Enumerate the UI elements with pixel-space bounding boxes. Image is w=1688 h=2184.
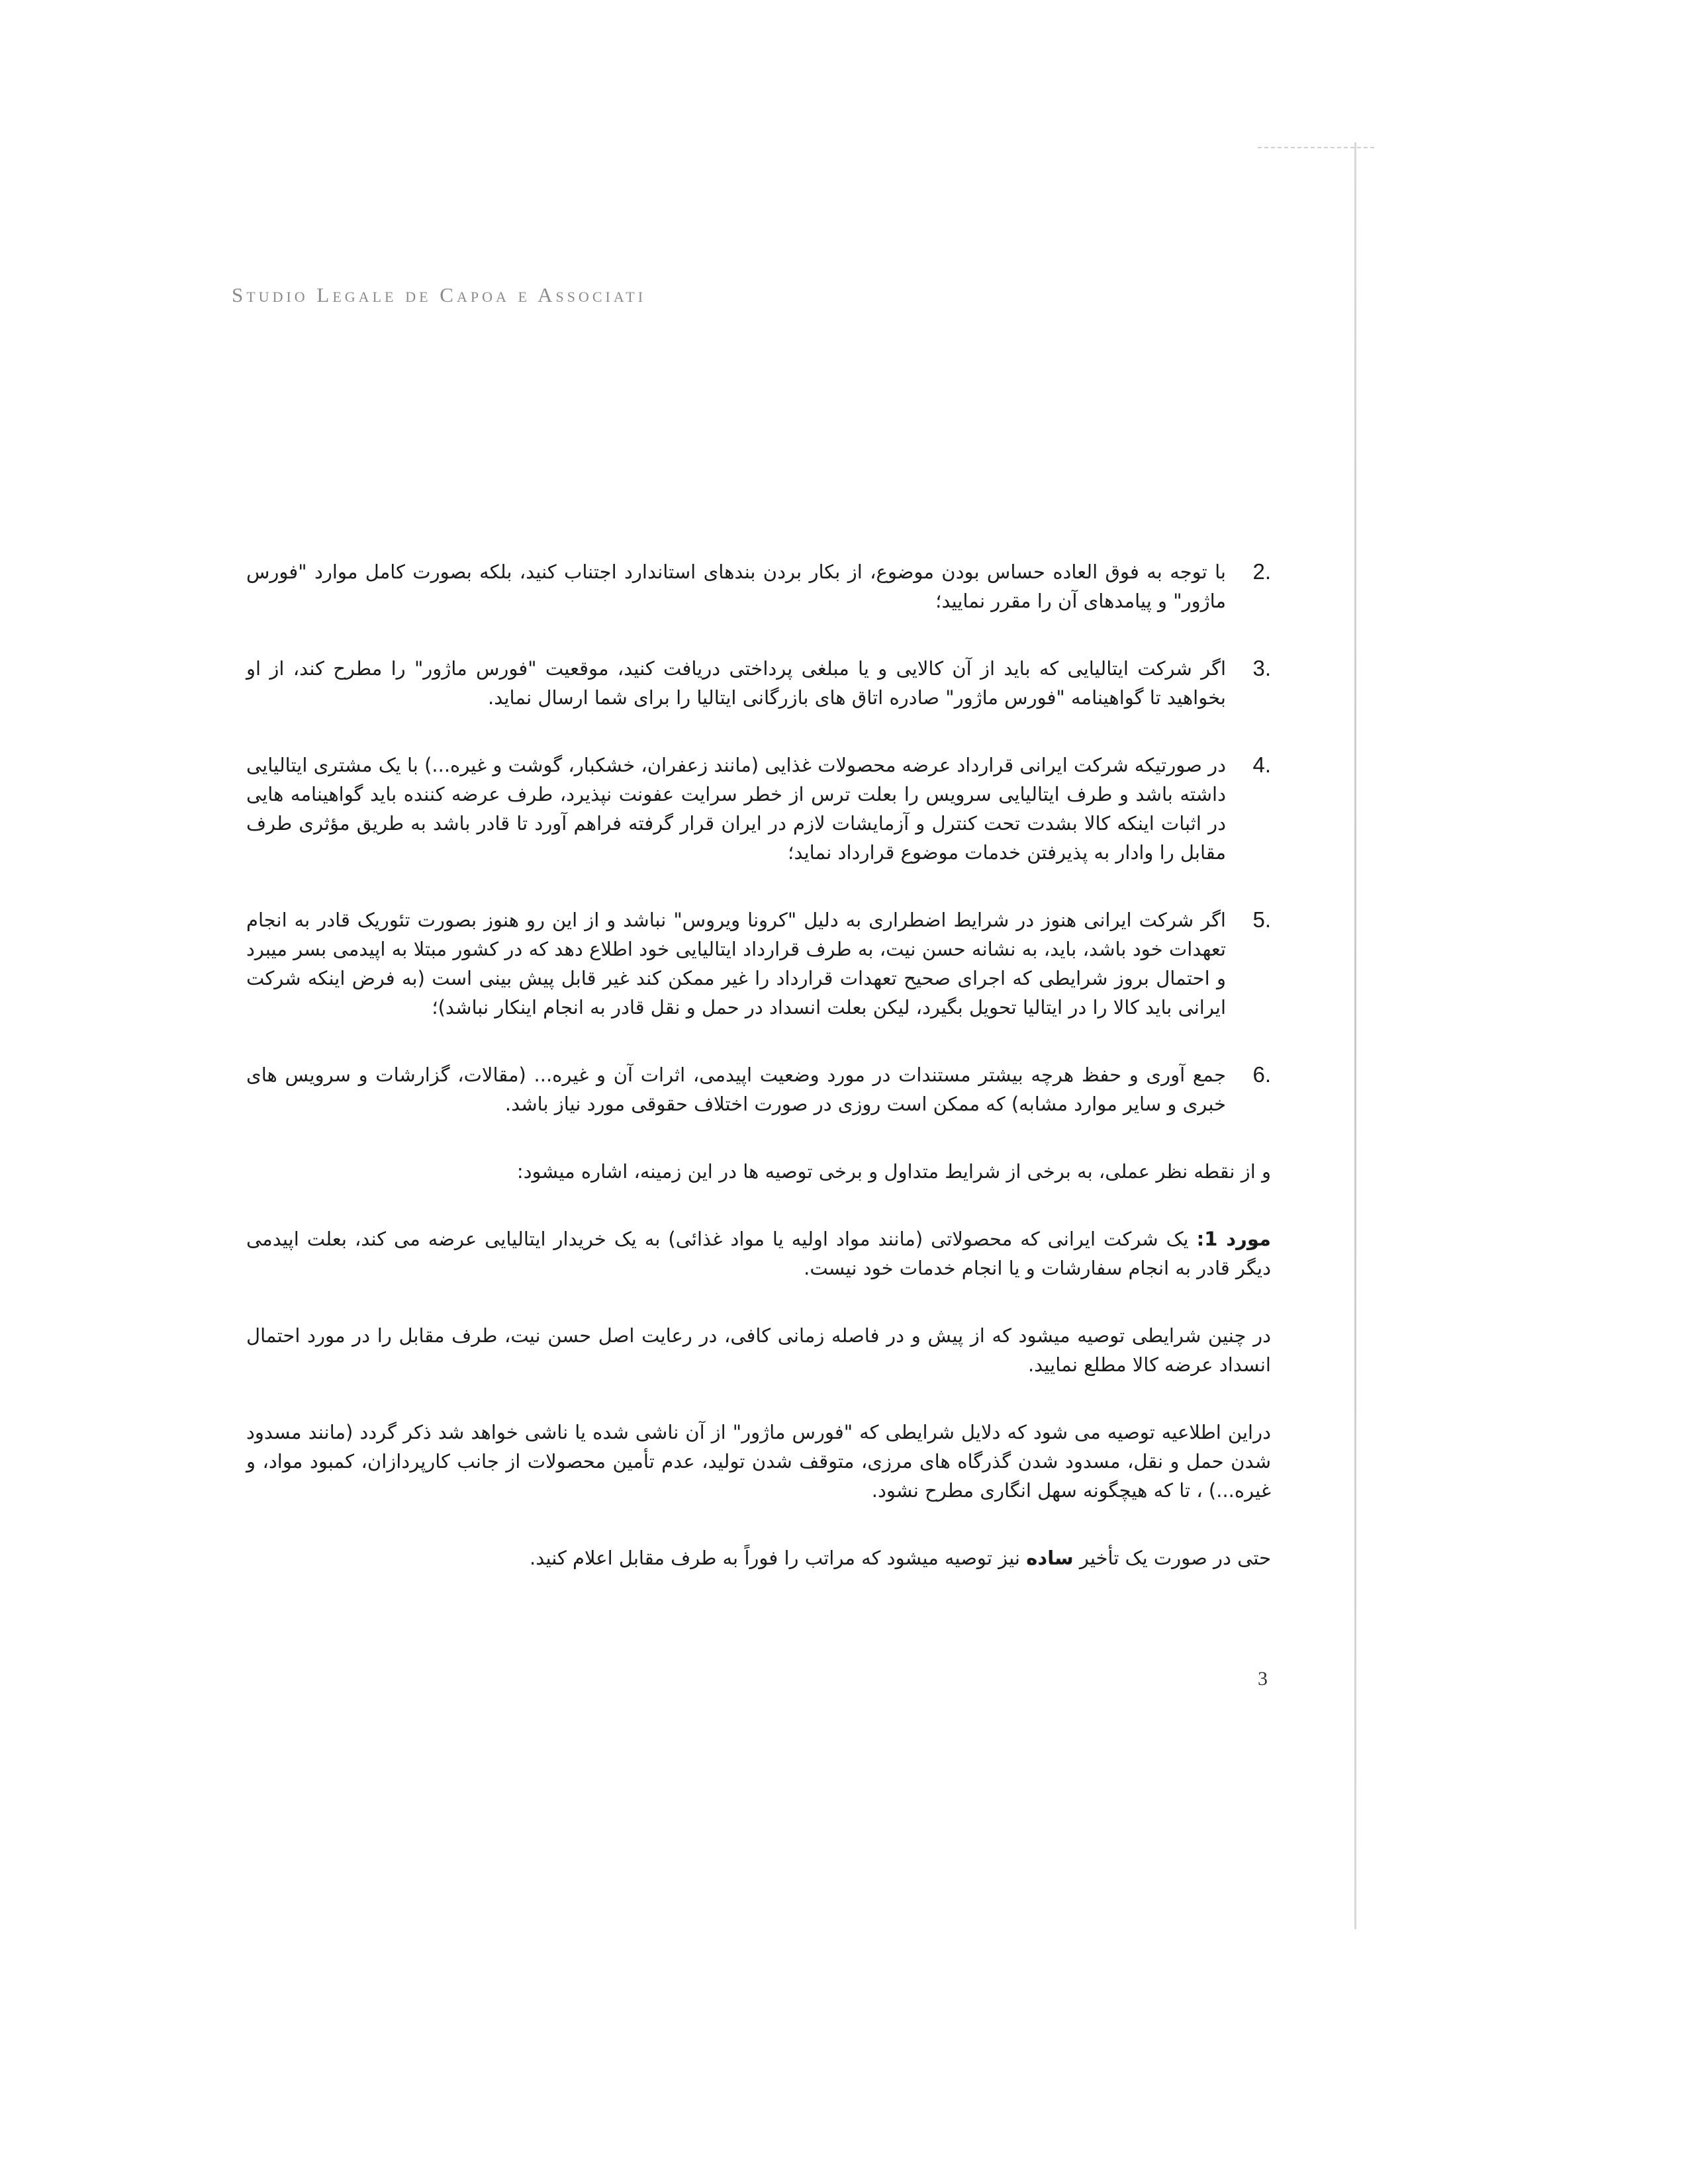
item-text: اگر شرکت ایتالیایی که باید از آن کالایی و یا مبلغی پرداختی دریافت کنید، موقعیت "فورس ماژور" را مطرح کند، از او بخواهید تا گواهینامه "فورس ماژور" صادره اتاق های بازرگانی ایتالیا را برای شما ارسال نماید. xyxy=(246,657,1226,709)
item-number: 2. xyxy=(1252,559,1271,584)
case-1-text: یک شرکت ایرانی که محصولاتی (مانند مواد اولیه یا مواد غذائی) به یک خریدار ایتالیایی عرضه می کند، بعلت اپیدمی دیگر قادر به انجام سفارشات و یا انجام خدمات خود نیست. xyxy=(246,1228,1271,1279)
delay-text-bold: ساده xyxy=(1026,1547,1074,1569)
item-text: جمع آوری و حفظ هرچه بیشتر مستندات در مورد وضعیت اپیدمی، اثرات آن و غیره... (مقالات، گزارشات و سرویس های خبری و سایر موارد مشابه) که ممکن است روزی در صورت اختلاف حقوقی مورد نیاز باشد. xyxy=(246,1064,1226,1115)
case-1-label: مورد 1: xyxy=(1196,1228,1271,1250)
item-text: اگر شرکت ایرانی هنوز در شرایط اضطراری به دلیل "کرونا ویروس" نباشد و از این رو هنوز بصورت تئوریک قادر به انجام تعهدات خود باشد، باید، به نشانه حسن نیت، به طرف قرارداد ایتالیایی خود اطلاع دهد که در کشور مبتلا به اپیدمی بسر میبرد و احتمال بروز شرایطی که اجرای صحیح تعهدات قرارداد را غیر ممکن کند غیر قابل پیش بینی است (به فرض اینکه شرکت ایرانی باید کالا را در ایتالیا تحویل بگیرد، لیکن بعلت انسداد در حمل و نقل قادر به انجام اینکار نباشد)؛ xyxy=(246,909,1226,1019)
delay-text-before: حتی در صورت یک تأخیر xyxy=(1079,1547,1271,1569)
scan-border-right xyxy=(1354,142,1356,1929)
delay-paragraph xyxy=(246,1543,1271,1572)
scan-border-top xyxy=(1258,147,1377,148)
item-text: در صورتیکه شرکت ایرانی قرارداد عرضه محصولات غذایی (مانند زعفران، خشکبار، گوشت و غیره...) با یک مشتری ایتالیایی داشته باشد و طرف ایتالیایی سرویس را بعلت ترس از خطر سرایت عفونت نپذیرد، طرف عرضه کننده باید گواهینامه هایی در اثبات اینکه کالا بشدت تحت کنترل و آزمایشات لازم در ایران قرار گرفته فراهم آورد تا قادر باشد به طریق مؤثری طرف مقابل را وادار به پذیرفتن خدمات موضوع قرارداد نماید؛ xyxy=(246,754,1226,864)
page-number: 3 xyxy=(1258,1668,1268,1690)
item-text: با توجه به فوق العاده حساس بودن موضوع، از بکار بردن بندهای استاندارد اجتناب کنید، بلکه بصورت کامل موارد "فورس ماژور" و پیامدهای آن را مقرر نمایید؛ xyxy=(246,561,1226,612)
document-body xyxy=(246,557,1271,1611)
list-item xyxy=(246,751,1271,867)
list-item xyxy=(246,905,1271,1022)
intro-paragraph: و از نقطه نظر عملی، به برخی از شرایط متداول و برخی توصیه ها در این زمینه، اشاره میشود: xyxy=(516,1160,1271,1183)
list-item xyxy=(246,1060,1271,1118)
delay-text-after: نیز توصیه میشود که مراتب را فوراً به طرف مقابل اعلام کنید. xyxy=(530,1547,1020,1569)
item-number: 5. xyxy=(1252,907,1271,932)
case-1-paragraph xyxy=(246,1224,1271,1283)
item-number: 3. xyxy=(1252,656,1271,680)
item-number: 6. xyxy=(1252,1062,1271,1087)
advice-paragraph: در چنین شرایطی توصیه میشود که از پیش و در فاصله زمانی کافی، در رعایت اصل حسن نیت، طرف مقابل را در مورد احتمال انسداد عرضه کالا مطلع نمایید. xyxy=(246,1324,1271,1376)
item-number: 4. xyxy=(1252,752,1271,777)
letterhead: Studio Legale de Capoa e Associati xyxy=(232,283,647,306)
notice-paragraph: دراین اطلاعیه توصیه می شود که دلایل شرایطی که "فورس ماژور" از آن ناشی شده یا ناشی خواهد شد ذکر گردد (مانند مسدود شدن حمل و نقل، مسدود شدن گذرگاه های مرزی، متوقف شدن تولید، عدم تأمین محصولات از جانب کارپردازان، کمبود مواد، و غیره...) ، تا که هیچگونه سهل انگاری مطرح نشود. xyxy=(246,1421,1271,1502)
list-item xyxy=(246,557,1271,615)
list-item xyxy=(246,654,1271,712)
